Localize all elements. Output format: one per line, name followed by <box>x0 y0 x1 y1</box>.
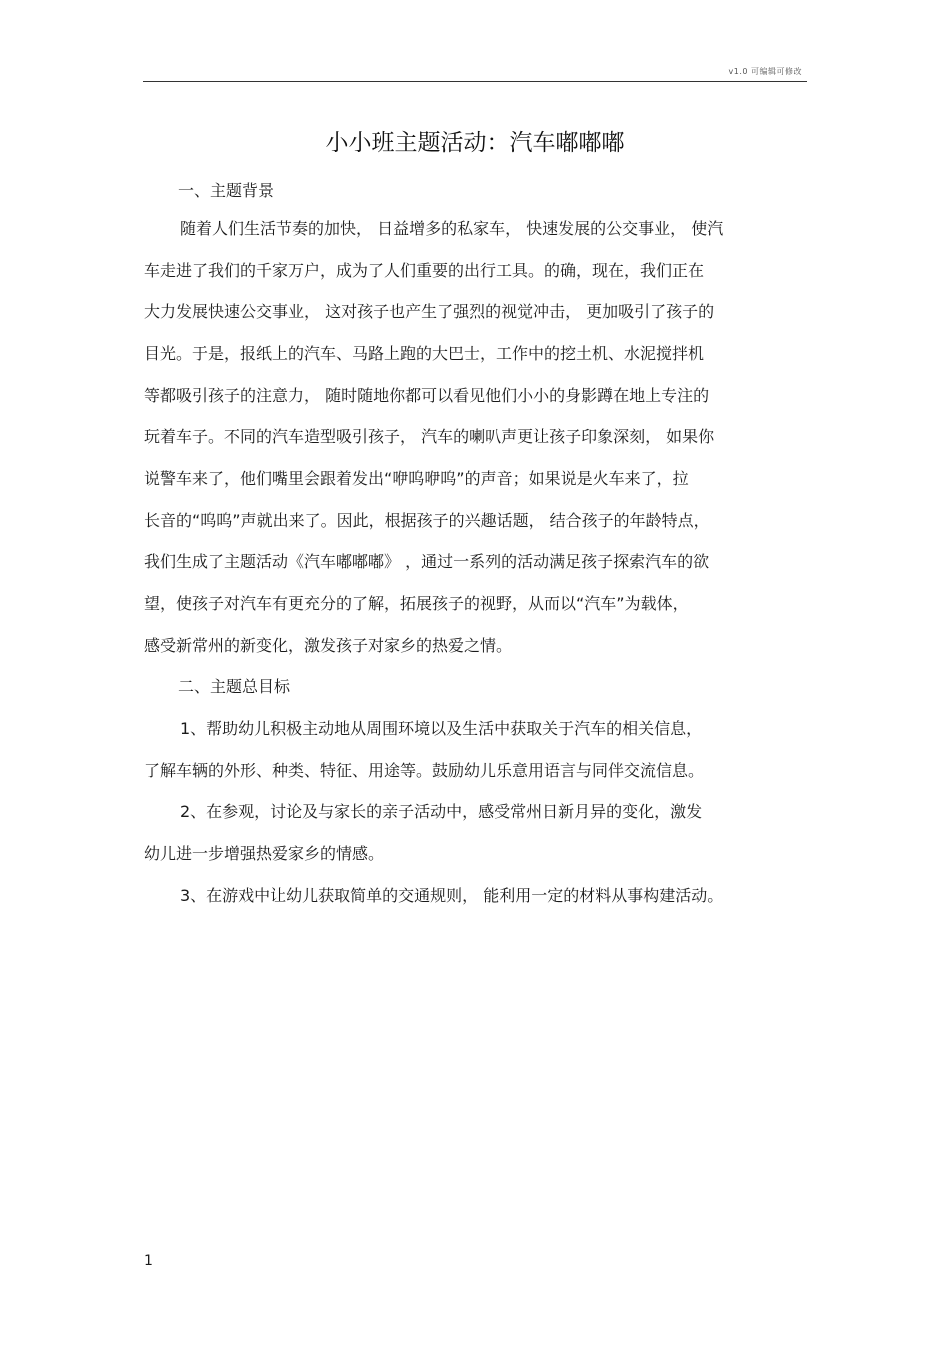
paragraph-line: 望，使孩子对汽车有更充分的了解，拓展孩子的视野，从而以“汽车”为载体， <box>144 594 689 613</box>
paragraph-line: 目光。于是，报纸上的汽车、马路上跑的大巴士，工作中的挖土机、水泥搅拌机 <box>144 344 705 363</box>
paragraph-line: 说警车来了，他们嘴里会跟着发出“咿呜咿呜”的声音；如果说是火车来了，拉 <box>144 469 689 488</box>
paragraph-line: 大力发展快速公交事业， 这对孩子也产生了强烈的视觉冲击， 更加吸引了孩子的 <box>144 302 715 321</box>
paragraph-line: 随着人们生活节奏的加快， 日益增多的私家车， 快速发展的公交事业， 使汽 <box>180 219 724 238</box>
section-heading: 一、主题背景 <box>178 181 275 200</box>
document-title: 小小班主题活动：汽车嘟嘟嘟 <box>325 130 625 156</box>
header-divider <box>143 81 807 82</box>
goal-line: 幼儿进一步增强热爱家乡的情感。 <box>144 844 385 863</box>
version-note: v1.0 可编辑可修改 <box>728 67 802 76</box>
goal-line: 3、在游戏中让幼儿获取简单的交通规则， 能利用一定的材料从事构建活动。 <box>180 886 724 905</box>
paragraph-line: 感受新常州的新变化，激发孩子对家乡的热爱之情。 <box>144 636 513 655</box>
paragraph-line: 等都吸引孩子的注意力， 随时随地你都可以看见他们小小的身影蹲在地上专注的 <box>144 386 710 405</box>
goal-line: 了解车辆的外形、种类、特征、用途等。鼓励幼儿乐意用语言与同伴交流信息。 <box>144 761 705 780</box>
paragraph-line: 车走进了我们的千家万户，成为了人们重要的出行工具。的确，现在，我们正在 <box>144 261 705 280</box>
paragraph-line: 玩着车子。不同的汽车造型吸引孩子， 汽车的喇叭声更让孩子印象深刻， 如果你 <box>144 427 715 446</box>
paragraph-line: 我们生成了主题活动《汽车嘟嘟嘟》 ，通过一系列的活动满足孩子探索汽车的欲 <box>144 552 710 571</box>
section-heading: 二、主题总目标 <box>178 677 291 696</box>
goal-line: 1、帮助幼儿积极主动地从周围环境以及生活中获取关于汽车的相关信息， <box>180 719 703 738</box>
paragraph-line: 长音的“呜呜”声就出来了。因此，根据孩子的兴趣话题， 结合孩子的年龄特点， <box>144 511 710 530</box>
page-number: 1 <box>144 1253 153 1269</box>
goal-line: 2、在参观，讨论及与家长的亲子活动中，感受常州日新月异的变化，激发 <box>180 802 703 821</box>
